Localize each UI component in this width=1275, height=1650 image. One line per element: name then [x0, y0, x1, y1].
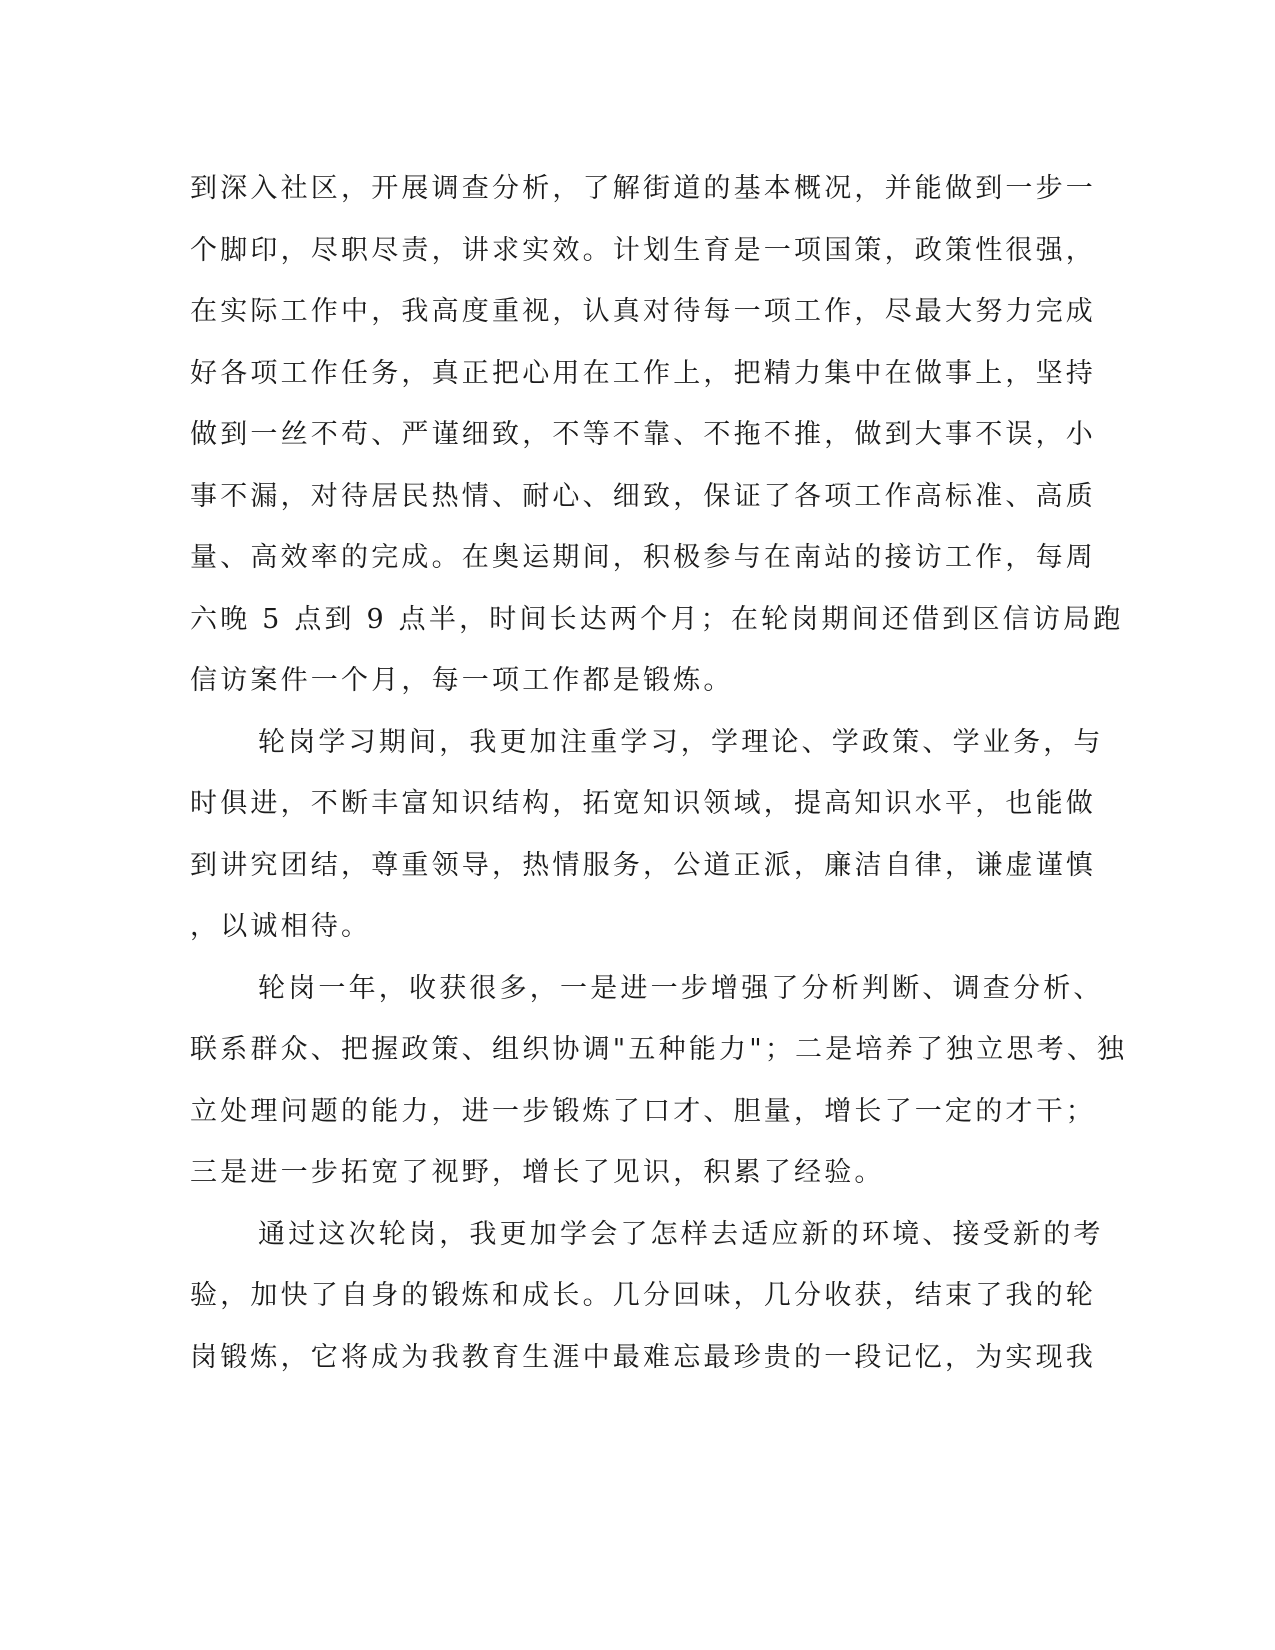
text-line-first: 轮岗一年，收获很多，一是进一步增强了分析判断、调查分析、 [258, 972, 1104, 1004]
text-line: 联系群众、把握政策、组织协调"五种能力"；二是培养了独立思考、独 [190, 1034, 1128, 1065]
text-line: ，以诚相待。 [190, 911, 372, 942]
text-line-first: 轮岗学习期间，我更加注重学习，学理论、学政策、学业务，与 [258, 726, 1104, 758]
text-line: 量、高效率的完成。在奥运期间，积极参与在南站的接访工作，每周 [190, 542, 1096, 573]
text-line: 验，加快了自身的锻炼和成长。几分回味，几分收获，结束了我的轮 [190, 1280, 1096, 1311]
text-line: 岗锻炼，它将成为我教育生涯中最难忘最珍贵的一段记忆，为实现我 [190, 1341, 1096, 1373]
text-line: 立处理问题的能力，进一步锻炼了口才、胆量，增长了一定的才干； [190, 1095, 1096, 1127]
text-line: 信访案件一个月，每一项工作都是锻炼。 [190, 665, 734, 696]
paragraph-2 [190, 712, 1104, 958]
paragraph-1 [190, 158, 1124, 712]
text-line: 六晚 5 点到 9 点半，时间长达两个月；在轮岗期间还借到区信访局跑 [190, 603, 1124, 635]
text-line: 三是进一步拓宽了视野，增长了见识，积累了经验。 [190, 1157, 885, 1188]
text-line: 个脚印，尽职尽责，讲求实效。计划生育是一项国策，政策性很强， [190, 234, 1096, 266]
text-line: 事不漏，对待居民热情、耐心、细致，保证了各项工作高标准、高质 [190, 480, 1096, 512]
text-line: 做到一丝不苟、严谨细致，不等不靠、不拖不推，做到大事不误，小 [190, 419, 1096, 450]
text-line: 好各项工作任务，真正把心用在工作上，把精力集中在做事上，坚持 [190, 357, 1096, 389]
paragraph-4 [190, 1204, 1104, 1389]
document-body [190, 158, 1128, 1388]
text-line: 时俱进，不断丰富知识结构，拓宽知识领域，提高知识水平，也能做 [190, 788, 1096, 819]
text-line: 在实际工作中，我高度重视，认真对待每一项工作，尽最大努力完成 [190, 296, 1096, 327]
paragraph-3 [190, 958, 1128, 1204]
text-line-first: 通过这次轮岗，我更加学会了怎样去适应新的环境、接受新的考 [258, 1218, 1104, 1250]
text-line: 到讲究团结，尊重领导，热情服务，公道正派，廉洁自律，谦虚谨慎 [190, 849, 1096, 881]
text-line: 到深入社区，开展调查分析，了解街道的基本概况，并能做到一步一 [190, 173, 1096, 204]
